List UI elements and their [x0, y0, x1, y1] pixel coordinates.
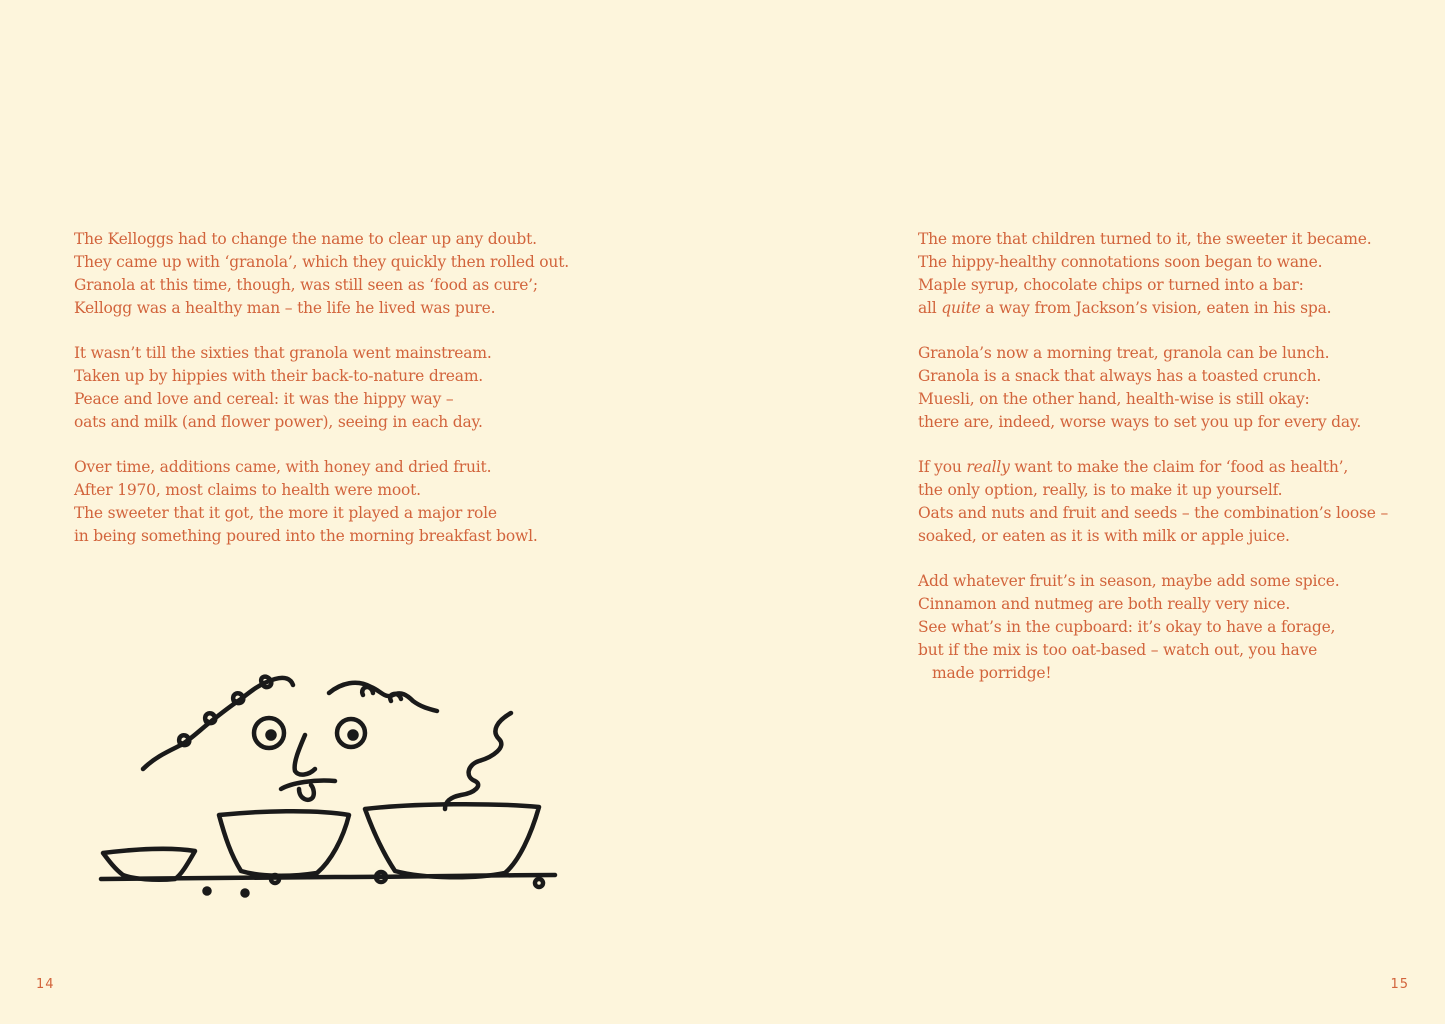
right-page-poem	[918, 228, 1418, 707]
crumb	[535, 879, 543, 887]
stanza	[74, 342, 594, 434]
poem-line: soaked, or eaten as it is with milk or apple juice.	[918, 527, 1290, 545]
hair-curl-loop	[233, 693, 243, 703]
poem-line: in being something poured into the morning breakfast bowl.	[74, 527, 538, 545]
poem-line: Peace and love and cereal: it was the hippy way –	[74, 390, 454, 408]
line-text: want to make the claim for ‘food as health’,	[1009, 458, 1349, 476]
poem-line: but if the mix is too oat-based – watch out, you have	[918, 641, 1318, 659]
poem-line: Kellogg was a healthy man – the life he lived was pure.	[74, 299, 496, 317]
right-pupil	[350, 732, 357, 739]
steam-squiggle	[445, 713, 511, 809]
crumb	[243, 891, 248, 896]
face-over-cereal-bowls-drawing	[95, 665, 565, 905]
poem-line: Granola is a snack that always has a toasted crunch.	[918, 367, 1322, 385]
poem-line: made porridge!	[932, 664, 1052, 682]
poem-line: Over time, additions came, with honey and dried fruit.	[74, 458, 492, 476]
left-page-poem	[74, 228, 594, 570]
crumb	[205, 889, 210, 894]
middle-bowl	[219, 811, 349, 876]
poem-line: there are, indeed, worse ways to set you up for every day.	[918, 413, 1362, 431]
emphasis-text: quite	[941, 299, 981, 317]
line-text: all	[918, 299, 942, 317]
line-text: a way from Jackson’s vision, eaten in his spa.	[980, 299, 1332, 317]
poem-line	[918, 456, 1418, 479]
stanza	[74, 456, 594, 548]
poem-line: Cinnamon and nutmeg are both really very nice.	[918, 595, 1291, 613]
poem-line: They came up with ‘granola’, which they quickly then rolled out.	[74, 253, 569, 271]
stanza	[918, 228, 1418, 320]
page-number-left: 14	[36, 977, 55, 992]
hair-curl-loop	[205, 713, 215, 723]
poem-line: Taken up by hippies with their back-to-nature dream.	[74, 367, 484, 385]
stanza	[918, 570, 1418, 685]
table-line	[101, 875, 555, 879]
hair-right-loop	[362, 687, 373, 695]
poem-line	[918, 297, 1418, 320]
poem-line: Granola at this time, though, was still seen as ‘food as cure’;	[74, 276, 538, 294]
poem-line: Oats and nuts and fruit and seeds – the combination’s loose –	[918, 504, 1389, 522]
poem-line: Granola’s now a morning treat, granola can be lunch.	[918, 344, 1330, 362]
stanza	[918, 342, 1418, 434]
poem-line: Add whatever fruit’s in season, maybe add some spice.	[918, 572, 1340, 590]
left-pupil	[268, 732, 275, 739]
hair-curl-loop	[179, 735, 189, 745]
tongue	[299, 785, 314, 800]
poem-line: It wasn’t till the sixties that granola went mainstream.	[74, 344, 492, 362]
stanza	[74, 228, 594, 320]
poem-line: oats and milk (and flower power), seeing in each day.	[74, 413, 483, 431]
hair-right	[329, 683, 437, 711]
stanza	[918, 456, 1418, 548]
poem-line: The hippy-healthy connotations soon began to wane.	[918, 253, 1323, 271]
nose	[295, 735, 315, 775]
small-bowl	[103, 849, 195, 880]
large-bowl	[365, 804, 539, 877]
poem-line: The sweeter that it got, the more it played a major role	[74, 504, 497, 522]
mouth	[281, 780, 335, 789]
poem-line: The Kelloggs had to change the name to clear up any doubt.	[74, 230, 537, 248]
poem-line: After 1970, most claims to health were moot.	[74, 481, 421, 499]
poem-line: the only option, really, is to make it up yourself.	[918, 481, 1283, 499]
line-text: If you	[918, 458, 967, 476]
poem-line: Muesli, on the other hand, health-wise is still okay:	[918, 390, 1310, 408]
hair-right-loop	[390, 694, 401, 701]
poem-line: See what’s in the cupboard: it’s okay to have a forage,	[918, 618, 1336, 636]
hair-left-curl	[143, 678, 293, 769]
emphasis-text: really	[966, 458, 1010, 476]
page-number-right: 15	[1390, 977, 1409, 992]
poem-line: Maple syrup, chocolate chips or turned into a bar:	[918, 276, 1304, 294]
poem-line: The more that children turned to it, the sweeter it became.	[918, 230, 1372, 248]
